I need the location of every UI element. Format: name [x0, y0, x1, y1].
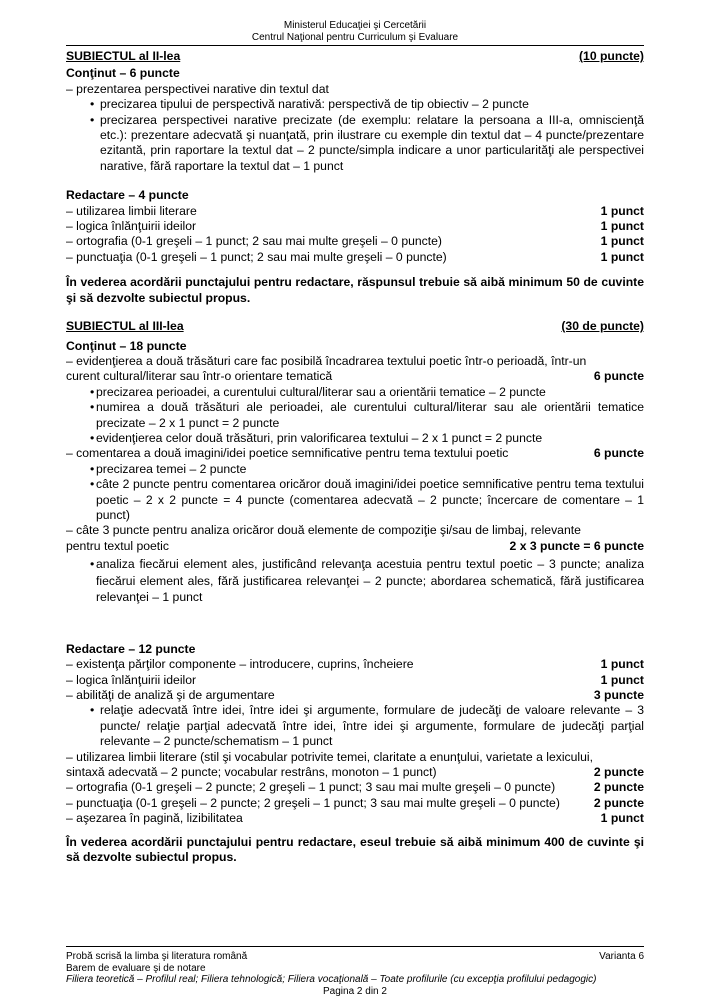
score-row [66, 811, 644, 826]
score-row-text: – logica înlănţuirii ideilor [66, 672, 197, 687]
s2-redactare-title: Redactare – 4 puncte [66, 188, 189, 203]
s2-bullet: • precizarea perspectivei narative precizate (de exemplu: relatare la persoana a III-a, omniscienţă etc.): prezentare adecvată şi nuanţată, prin ilustrare cu exemple din textul dat – 4 puncte/prezentare ezitantă, prin raportare la textul dat – 2 puncte/simpla indicare a unor particularităţi ale perspectivei narative, fără raportare la textul dat – 1 punct [66, 113, 644, 175]
s3-bullet: • evidenţierea celor două trăsături, prin valorificarea textului – 2 x 1 punct = 2 puncte [66, 431, 644, 446]
score-row-points: 2 x 3 puncte = 6 puncte [509, 538, 644, 553]
score-row-points: 2 puncte [593, 795, 644, 810]
score-row-points: 1 punct [600, 657, 644, 672]
score-row [66, 234, 644, 249]
score-row-points: 3 puncte [593, 687, 644, 702]
document-body [66, 49, 644, 865]
s3-item2-text: – comentarea a două imagini/idei poetice semnificative pentru tema textului poetic [66, 446, 509, 461]
s3-bullet: • analiza fiecărui element ales, justificând relevanţa acestuia pentru textul poetic – 3 puncte; analiza fiecărui element ales, fără justificarea relevanţei – 2 puncte; abordarea schematică, fără justificarea relevanţei – 1 punct [66, 556, 644, 606]
score-row-text: – aşezarea în pagină, lizibilitatea [66, 811, 243, 826]
s3-item3-line2: pentru textul poetic [66, 538, 169, 553]
s3-redactare-title: Redactare – 12 puncte [66, 641, 196, 656]
score-row [66, 796, 644, 811]
score-row-text: – punctuaţia (0-1 greşeli – 2 puncte; 2 greşeli – 1 punct; 3 sau mai multe greşeli – 0 puncte) [66, 795, 560, 810]
s3-bullet: • numirea a două trăsături ale perioadei, ale curentului cultural/literar sau ale orientării tematice precizate – 2 x 1 punct = 2 puncte [66, 400, 644, 431]
score-row [66, 765, 644, 780]
score-row [66, 446, 644, 461]
s2-continut-intro: – prezentarea perspectivei narative din textul dat [66, 81, 329, 96]
section-3-title: SUBIECTUL al III-lea [66, 319, 184, 334]
score-row [66, 539, 644, 554]
footer-exam: Probă scrisă la limba şi literatura română [66, 951, 248, 962]
page-header [66, 20, 644, 44]
score-row-text: – abilităţi de analiză şi de argumentare [66, 687, 275, 702]
s3-bullet: • relaţie adecvată între idei, între idei şi argumente, formulare de judecăţi de valoare relevante – 3 puncte/ relaţie parţial adecvată între idei, între idei şi argumente, formulare de judecăţi parţial relevante – 2 puncte/schematism – 1 punct [66, 703, 644, 749]
score-row [66, 219, 644, 234]
s3-item3-line1: – câte 3 puncte pentru analiza oricăror două elemente de compoziţie şi/sau de limbaj, relevante [66, 523, 581, 538]
s3-item1-line2: curent cultural/literar sau într-o orientare tematică [66, 369, 333, 384]
score-row-points: 1 punct [600, 672, 644, 687]
footer-variant: Varianta 6 [599, 951, 644, 962]
s2-bullet: • precizarea tipului de perspectivă narativă: perspectivă de tip obiectiv – 2 puncte [66, 97, 644, 112]
s3-note: În vederea acordării punctajului pentru redactare, eseul trebuie să aibă minimum 400 de cuvinte şi să dezvolte subiectul propus. [66, 834, 644, 864]
score-row-text: – logica înlănţuirii ideilor [66, 219, 197, 234]
score-row [66, 657, 644, 672]
section-3-heading [66, 319, 644, 334]
score-row-text: – ortografia (0-1 greşeli – 2 puncte; 2 greşeli – 1 punct; 3 sau mai multe greşeli – 0 puncte) [66, 780, 556, 795]
section-2-points: (10 puncte) [578, 49, 644, 63]
score-row-points: 1 punct [600, 234, 644, 249]
score-row-text: – punctuaţia (0-1 greşeli – 1 punct; 2 sau mai multe greşeli – 0 puncte) [66, 249, 447, 264]
document-page [66, 0, 644, 865]
score-row [66, 673, 644, 688]
s2-continut-title: Conţinut – 6 puncte [66, 66, 180, 81]
s3-item1-line1: – evidenţierea a două trăsături care fac posibilă încadrarea textului poetic într-o perioadă, într-un [66, 353, 587, 368]
score-row-points: 1 punct [600, 203, 644, 218]
header-ministry: Ministerul Educaţiei şi Cercetării [283, 20, 427, 31]
header-center: Centrul Naţional pentru Curriculum şi Evaluare [251, 32, 459, 43]
s3-bullet: • câte 2 puncte pentru comentarea oricăror două imagini/idei poetice semnificative pentru tema textului poetic – 2 x 2 puncte = 4 puncte (comentarea adecvată – 2 puncte; încercare de comentare – 1 punct) [66, 477, 644, 523]
s3-lit-line1: – utilizarea limbii literare (stil şi vocabular potrivite temei, claritate a enunţului, varietate a lexicului, [66, 749, 594, 764]
score-row-points: 1 punct [600, 219, 644, 234]
footer-barem: Barem de evaluare şi de notare [66, 962, 206, 974]
score-row [66, 688, 644, 703]
s2-note: În vederea acordării punctajului pentru redactare, răspunsul trebuie să aibă minimum 50 de cuvinte şi să dezvolte subiectul propus. [66, 275, 644, 305]
score-row-points: 6 puncte [593, 369, 644, 384]
section-2-title: SUBIECTUL al II-lea [66, 49, 181, 63]
header-rule [66, 45, 644, 46]
score-row-points: 2 puncte [593, 780, 644, 795]
page-footer [66, 946, 644, 997]
score-row [66, 250, 644, 265]
score-row-text: – existenţa părţilor componente – introducere, cuprins, încheiere [66, 657, 414, 672]
score-row [66, 204, 644, 219]
score-row [66, 780, 644, 795]
score-row-text: – ortografia (0-1 greşeli – 1 punct; 2 sau mai multe greşeli – 0 puncte) [66, 234, 442, 249]
score-row-points: 1 punct [600, 249, 644, 264]
s3-continut-title: Conţinut – 18 puncte [66, 338, 187, 353]
score-row-text: – utilizarea limbii literare [66, 203, 197, 218]
footer-page-number: Pagina 2 din 2 [323, 985, 387, 997]
footer-filiera: Filiera teoretică – Profilul real; Filiera tehnologică; Filiera vocaţională – Toate profilurile (cu excepţia profilului pedagogic) [66, 974, 597, 985]
section-2-heading [66, 49, 644, 64]
score-row-points: 2 puncte [593, 764, 644, 779]
s3-bullet: • precizarea temei – 2 puncte [66, 462, 644, 477]
section-3-points: (30 de puncte) [561, 319, 644, 334]
footer-row [66, 951, 644, 963]
score-row-points: 6 puncte [593, 446, 644, 461]
score-row-points: 1 punct [600, 811, 644, 826]
score-row [66, 369, 644, 384]
s3-bullet: • precizarea perioadei, a curentului cultural/literar sau a orientării tematice – 2 puncte [66, 385, 644, 400]
s3-lit-line2: sintaxă adecvată – 2 puncte; vocabular restrâns, monoton – 1 punct) [66, 764, 437, 779]
